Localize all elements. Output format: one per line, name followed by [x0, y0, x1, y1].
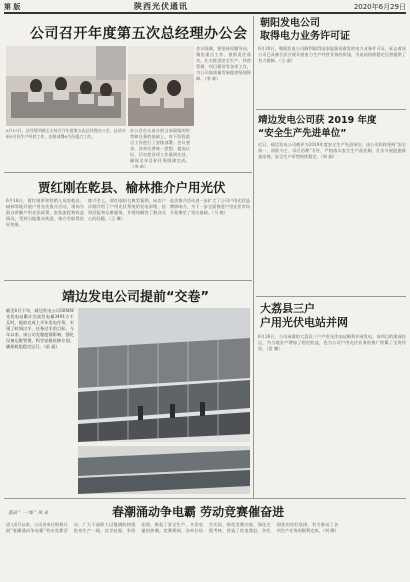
paper-name: 陕西光伏通讯 [134, 1, 188, 11]
meeting-photo [128, 46, 194, 126]
column-tag: 基层 “ 一 线 ” 风 采 [8, 511, 49, 516]
meeting-photo [6, 46, 126, 126]
article-headline: 贾红刚在乾县、榆林推介户用光伏 [38, 180, 226, 195]
solar-field-photo [78, 308, 250, 442]
article-headline: 朝阳发电公司 取得电力业务许可证 [260, 18, 350, 42]
issue-date: 2020年6月29日 [353, 3, 406, 11]
column-divider [253, 16, 254, 498]
article-headline: 靖边发电公司获 2019 年度 “安全生产先进单位” [258, 115, 377, 139]
article-headline: 公司召开年度第五次总经理办公会 [30, 26, 248, 42]
section-divider [256, 109, 406, 110]
article-body: 此次推介活动进一步扩大了公司户用光伏品牌影响力，为下一步全面推进户用光伏市场开拓奠定了坚实基础。（马 敏） [170, 198, 250, 215]
article-headline: 靖边发电公司提前“交卷” [62, 290, 210, 305]
masthead [4, 1, 406, 14]
article-body: 进入6月以来，公司各单位积极开展“春潮涌动争电霸”劳动竞赛活动，广大干部职工以饱满的热情投身生产一线，比学赶超、争创佳绩，掀起了安全生产、多发电量的热潮。竞赛期间，各单位结合实际，细化竞赛内容，强化过程考核，营造了你追我赶、争先创优的良好氛围，有力推动了各项生产任务的顺利完成。（刘 娜） [6, 522, 339, 533]
page-number: 第 版 [4, 3, 21, 11]
article-headline: 春潮涌动争电霸 劳动竞赛催奋进 [112, 505, 285, 519]
article-body: 6月18日，贾红刚带领营销人员赴乾县、榆林等地开展户用光伏推介活动，现场为群众讲解户用光伏政策、安装流程和收益情况，受到当地群众欢迎，推介会取得良好效果。 [6, 198, 84, 227]
solar-field-photo [78, 446, 250, 494]
section-divider [4, 280, 252, 281]
section-divider [256, 296, 406, 297]
article-headline: 大荔县三户 户用光伏电站并网 [260, 302, 348, 329]
section-divider [4, 172, 252, 173]
article-body: 推介会上，贾红刚结合典型案例，向农户详细介绍了户用光伏系统的发电原理、投资回报和运维服务，并现场解答了群众关心的问题。（王 琳） [88, 198, 166, 221]
article-body: 办公会在认真分析当前面临的形势和任务的基础上，对下阶段重点工作进行了安排部署。会议要求，各单位要统一思想、提高认识，切实把各项工作落到实处，确保全年目标任务圆满完成。（李 新） [130, 128, 190, 168]
section-divider [4, 498, 406, 499]
article-body: 近日，靖边发电公司被评为2019年度安全生产先进单位。该公司始终坚持“安全第一、预防为主、综合治理”方针，严格落实安全生产责任制，扎实开展隐患排查治理，安全生产形势持续稳定。（周 娟） [258, 142, 406, 159]
article-body: 会议强调，要坚持问题导向，聚焦重点工作，狠抓责任落实，扎实推进安全生产、经营管理、项目建设等各项工作，为公司高质量发展提供坚强保障。（李 新） [196, 46, 251, 81]
article-body: 6月26日，公司承建的大荔县三户户用光伏电站顺利并网发电。该项目的建成投运，为当地农户增加了稳定收益，也为公司户用光伏业务的推广积累了宝贵经验。（雷 鹏） [258, 334, 406, 351]
article-body: 6月20日，朝阳发电公司顺利取得国家能源局颁发的电力业务许可证，标志着该公司已具备合法合规开展电力生产经营业务的资质，为电站持续稳定运营提供了有力保障。（王 刚） [258, 46, 406, 63]
article-body: 截至6月下旬，靖边发电公司50MW光伏电站累计完成发电量3491万千瓦时，提前完成上半年发电任务，实现了时间过半、任务过半的目标。今年以来，该公司克服疫情影响，强化设备运维管理，科学安排检修计划，确保机组稳定运行。（苗 晶） [6, 308, 74, 349]
photo-caption: 6月15日，总经理刘满玉主持召开年度第五次总经理办公会，总结分析5月份生产经营工作，安排部署6月份重点工作。 [6, 128, 126, 139]
